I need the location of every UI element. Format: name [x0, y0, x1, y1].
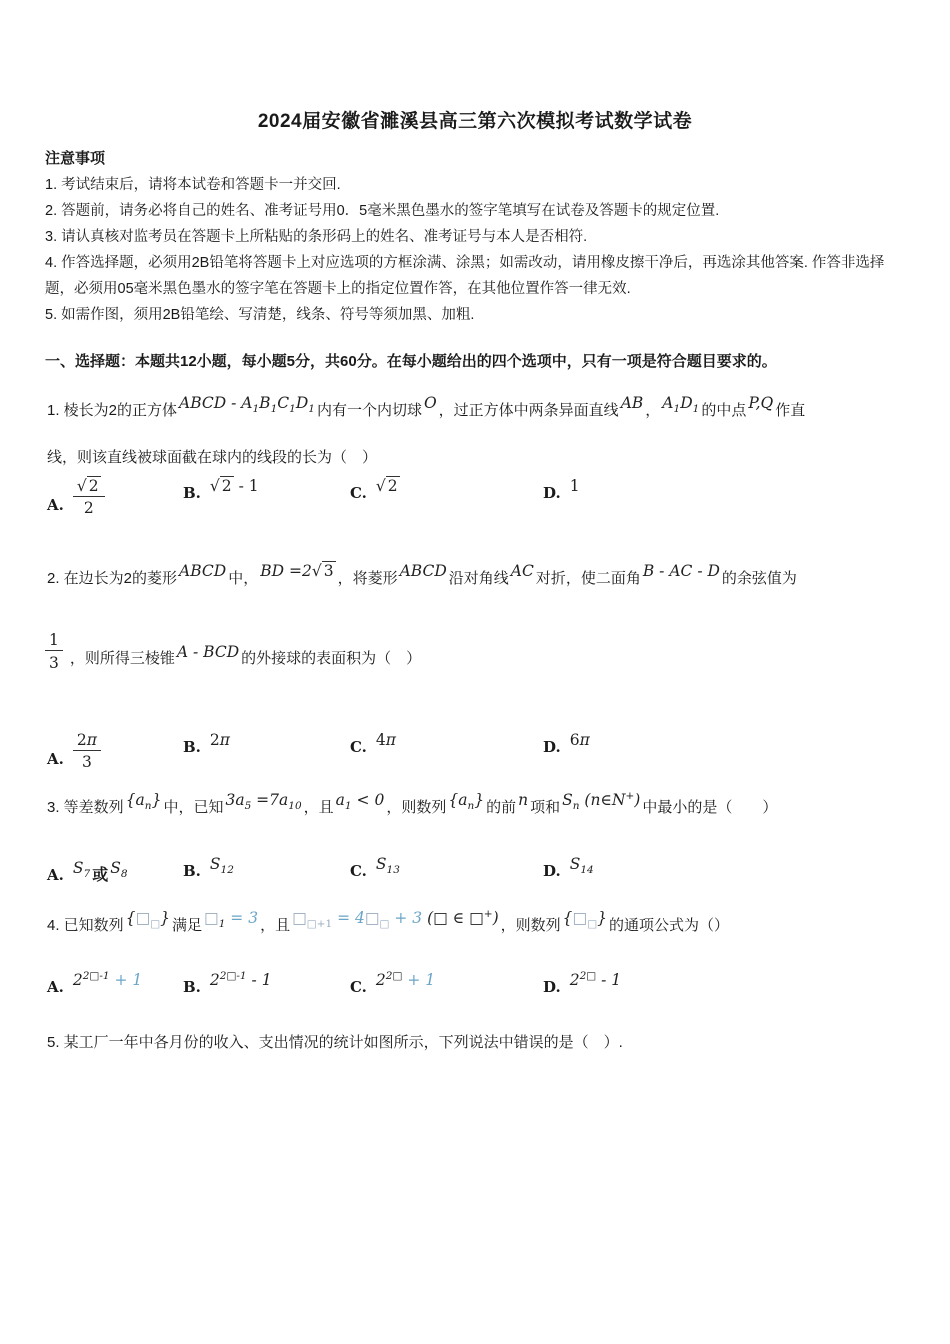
math-run: 13: [386, 864, 400, 876]
math-run: 2□: [579, 970, 597, 982]
question-4-option-d: [543, 970, 622, 997]
text-run: 1. 棱长为2的正方体: [47, 402, 178, 419]
math-run: π: [385, 731, 396, 749]
fraction-numerator: [73, 730, 101, 751]
page-title: 2024届安徽省濉溪县高三第六次模拟考试数学试卷: [257, 111, 693, 132]
math-run: + 3: [389, 909, 428, 927]
math-run: 2: [209, 971, 220, 989]
math-run: 1: [289, 403, 296, 415]
question-3-option-b: [183, 855, 234, 881]
math-run: n: [144, 800, 152, 812]
sqrt-expression: [376, 477, 400, 495]
fraction-denominator: [84, 497, 94, 519]
math-run: □: [587, 918, 598, 930]
math-run: 8: [120, 868, 128, 880]
radicand: 2: [221, 477, 232, 495]
question-4-stem: [45, 910, 731, 942]
math-run: {: [125, 909, 136, 927]
math-run: □: [135, 909, 151, 927]
option-label: B.: [183, 738, 201, 756]
question-5-stem: [45, 1028, 625, 1058]
math-run: B: [259, 394, 271, 412]
question-1-option-b: [183, 477, 259, 503]
math-run: 2: [83, 499, 94, 518]
math-run: □: [292, 909, 307, 927]
math-run: 5: [244, 800, 252, 812]
text-run: 满足: [172, 917, 203, 934]
math-run: □: [364, 909, 380, 927]
math-run: 2: [209, 731, 220, 749]
math-run: S: [375, 855, 387, 873]
radicand: 3: [323, 562, 334, 580]
math-run: 1: [673, 403, 681, 415]
math-run: ABCD: [399, 562, 447, 580]
math-run: +: [483, 908, 493, 920]
math-run: ABCD - A: [179, 394, 253, 412]
text-run: 的通项公式为（）: [608, 917, 729, 934]
option-label: A.: [47, 749, 64, 768]
math-run: BD =2: [260, 562, 312, 580]
math-run: }: [474, 791, 485, 809]
math-run: □: [379, 918, 390, 930]
math-run: 3: [81, 753, 92, 772]
question-1-option-c: [350, 477, 400, 503]
math-run: 10: [288, 800, 302, 812]
question-3-option-a: [47, 859, 128, 885]
math-run: ): [492, 909, 499, 927]
option-formula: [209, 731, 230, 756]
option-label: D.: [543, 862, 561, 880]
math-run: = 3: [225, 909, 259, 927]
math-run: 1: [49, 631, 59, 649]
radical-icon: √: [76, 477, 87, 495]
question-2-option-a: [47, 731, 101, 781]
math-run: D: [680, 394, 693, 412]
math-run: 1: [569, 477, 580, 495]
math-run: (n∈N: [579, 791, 626, 809]
math-run: {: [562, 909, 573, 927]
option-label: A.: [47, 978, 64, 996]
math-run: O: [423, 394, 437, 412]
option-label: C.: [350, 484, 367, 502]
math-run: S: [110, 859, 121, 877]
text-run: 的前: [486, 799, 517, 816]
question-2-stem-line-2: [45, 630, 423, 674]
text-run: ，将菱形: [337, 570, 398, 587]
fraction: [73, 476, 105, 519]
math-run: + 1: [402, 971, 436, 989]
notice-item-5: 5. 如需作图，须用2B铅笔绘、写清楚，线条、符号等须加黑、加粗.: [45, 307, 475, 323]
math-run: 2□-1: [82, 970, 110, 982]
math-run: 1: [308, 403, 315, 415]
text-run: 2. 在边长为2的菱形: [47, 570, 178, 587]
math-run: 1: [218, 918, 226, 930]
notice-item-3: 3. 请认真核对监考员在答题卡上所粘贴的条形码上的姓名、准考证号与本人是否相符.: [45, 229, 588, 245]
math-run: 4: [355, 909, 365, 927]
math-run: {a: [125, 791, 145, 809]
math-run: S: [562, 791, 573, 809]
text-run: 项和: [530, 799, 561, 816]
option-formula: [569, 477, 580, 502]
math-run: 2: [76, 731, 87, 749]
option-formula: [375, 855, 400, 880]
math-run: AC: [510, 562, 534, 580]
option-formula: [375, 731, 396, 756]
text-run: 5. 某工厂一年中各月份的收入、支出情况的统计如图所示，下列说法中错误的是（ ）.: [47, 1034, 623, 1051]
math-run: }: [160, 909, 171, 927]
sqrt-expression: [210, 477, 234, 495]
math-run: }: [151, 791, 162, 809]
option-label: C.: [350, 738, 367, 756]
question-4-option-c: [350, 970, 436, 997]
math-run: □: [150, 918, 161, 930]
math-run: S: [569, 855, 581, 873]
math-run: C: [277, 394, 290, 412]
math-run: 12: [220, 864, 234, 876]
notice-list: [45, 172, 913, 328]
option-formula: [72, 859, 128, 884]
question-1-option-d: [543, 477, 580, 503]
question-2-option-b: [183, 731, 230, 757]
fraction-denominator: [49, 651, 59, 673]
option-formula: [569, 855, 594, 880]
option-label: B.: [183, 484, 201, 502]
option-formula: [569, 731, 590, 756]
option-label: C.: [350, 978, 367, 996]
math-run: a: [335, 791, 345, 809]
option-label: C.: [350, 862, 367, 880]
math-run: A - BCD: [176, 642, 240, 661]
text-run: 的外接球的表面积为（ ）: [241, 649, 422, 667]
text-run: 或: [92, 867, 109, 884]
text-run: ，则数列: [386, 799, 447, 816]
option-label: B.: [183, 978, 201, 996]
math-run: n: [572, 800, 580, 812]
math-run: π: [86, 731, 97, 749]
notice-item-1: 1. 考试结束后，请将本试卷和答题卡一并交回.: [45, 177, 341, 193]
option-label: D.: [543, 978, 561, 996]
text-run: ，过正方体中两条异面直线: [438, 402, 619, 419]
option-formula: [209, 970, 272, 996]
text-run: 中，: [228, 570, 259, 587]
text-run: 4. 已知数列: [47, 917, 124, 934]
option-label: D.: [543, 484, 561, 502]
notice-item-4: 4. 作答选择题，必须用2B铅笔将答题卡上对应选项的方框涂满、涂黑；如需改动，请用橡皮擦干净后，再选涂其他答案. 作答非选择题，必须用05毫米黑色墨水的签字笔在答题卡上的指定位置作答，在其他位置作答一律无效.: [45, 255, 885, 297]
notice-item-2: 2. 答题前，请务必将自己的姓名、准考证号用0．5毫米黑色墨水的签字笔填写在试卷及答题卡的规定位置.: [45, 203, 720, 219]
text-run: ，且: [260, 917, 291, 934]
math-run: π: [579, 731, 590, 749]
math-run: 4: [375, 731, 386, 749]
math-run: □: [204, 909, 219, 927]
option-formula: [209, 477, 259, 502]
option-formula: [375, 477, 400, 502]
question-4-option-a: [47, 970, 143, 997]
math-run: S: [209, 855, 221, 873]
math-run: 14: [580, 864, 594, 876]
text-run: ，则所得三棱锥: [69, 649, 175, 667]
text-run: 线，则该直线被球面截在球内的线段的长为（ ）: [47, 449, 378, 466]
fraction-denominator: [82, 751, 92, 773]
text-run: ，则数列: [500, 917, 561, 934]
question-4-options: [45, 962, 913, 1020]
math-run: 3: [49, 654, 59, 673]
question-3-stem: [45, 792, 779, 824]
math-run: n: [467, 800, 475, 812]
text-run: 3. 等差数列: [47, 799, 124, 816]
text-run: 中最小的是（ ）: [642, 799, 778, 816]
math-run: < 0: [351, 791, 385, 809]
text-run: 中，已知: [163, 799, 224, 816]
math-run: 2□: [385, 970, 403, 982]
text-run: 内有一个内切球: [316, 402, 422, 419]
math-run: 2: [72, 971, 83, 989]
math-run: π: [219, 731, 230, 749]
math-run: +: [625, 790, 635, 802]
option-label: B.: [183, 862, 201, 880]
question-2-option-c: [350, 731, 396, 757]
question-2-stem-line-1: [45, 563, 799, 594]
question-3-options: [45, 846, 913, 904]
text-run: 作直: [775, 402, 806, 419]
math-run: - 1: [596, 971, 622, 989]
question-2-option-d: [543, 731, 590, 757]
math-run: 2: [569, 971, 580, 989]
question-1-option-a: [47, 477, 105, 527]
text-run: 对折，使二面角: [535, 570, 641, 587]
option-formula: [73, 477, 105, 518]
option-label: A.: [47, 866, 64, 884]
option-formula: [72, 970, 143, 996]
radical-icon: √: [311, 562, 322, 580]
notice-heading: 注意事项: [45, 150, 106, 167]
radicand: 2: [88, 477, 99, 495]
math-run: B - AC - D: [642, 562, 720, 580]
question-3-option-c: [350, 855, 400, 881]
math-run: ABCD: [179, 562, 227, 580]
math-run: - 1: [246, 971, 272, 989]
math-run: n: [518, 791, 529, 809]
math-run: + 1: [109, 971, 143, 989]
section-heading: 一、选择题：本题共12小题，每小题5分，共60分。在每小题给出的四个选项中，只有一项是符合题目要求的。: [45, 353, 777, 370]
question-4-option-b: [183, 970, 272, 997]
text-run: 沿对角线: [448, 570, 509, 587]
math-run: 3a: [225, 791, 245, 809]
math-run: 6: [569, 731, 580, 749]
math-run: D: [295, 394, 309, 412]
sqrt-expression: [312, 562, 336, 580]
radicand: 2: [387, 477, 398, 495]
fraction-numerator: [73, 476, 105, 497]
math-run: {a: [448, 791, 468, 809]
question-1-stem-line-1: [45, 395, 807, 427]
fraction: [73, 730, 101, 773]
math-run: ): [634, 791, 641, 809]
option-label: D.: [543, 738, 561, 756]
math-run: 1: [252, 403, 260, 415]
math-run: AB: [620, 394, 644, 412]
math-run: 1: [270, 403, 278, 415]
math-run: =: [332, 909, 355, 927]
math-run: 2□-1: [219, 970, 247, 982]
option-formula: [375, 970, 436, 996]
math-run: =7a: [251, 791, 289, 809]
radical-icon: √: [375, 477, 386, 495]
math-run: □+1: [306, 918, 333, 930]
math-run: □: [572, 909, 588, 927]
math-run: }: [597, 909, 607, 927]
fraction-numerator: [45, 630, 63, 651]
question-3-option-d: [543, 855, 594, 881]
radical-icon: √: [209, 477, 220, 495]
math-run: 2: [375, 971, 386, 989]
math-run: P,Q: [748, 394, 774, 412]
option-formula: [73, 731, 101, 772]
math-run: - 1: [233, 477, 259, 495]
math-run: S: [72, 859, 84, 877]
text-run: 的余弦值为: [721, 570, 797, 587]
text-run: ，: [645, 402, 661, 419]
option-label: A.: [47, 495, 64, 514]
option-formula: [209, 855, 234, 880]
question-1-options: [45, 468, 913, 526]
question-2-options: [45, 722, 913, 780]
fraction: [45, 630, 63, 674]
math-run: 7: [83, 868, 91, 880]
option-formula: [569, 970, 622, 996]
math-run: (□ ∈ □: [427, 909, 484, 927]
sqrt-expression: [77, 476, 101, 496]
text-run: ，且: [303, 799, 334, 816]
math-run: A: [662, 394, 674, 412]
math-run: 1: [692, 403, 700, 415]
text-run: 的中点: [701, 402, 747, 419]
math-run: 1: [344, 800, 352, 812]
